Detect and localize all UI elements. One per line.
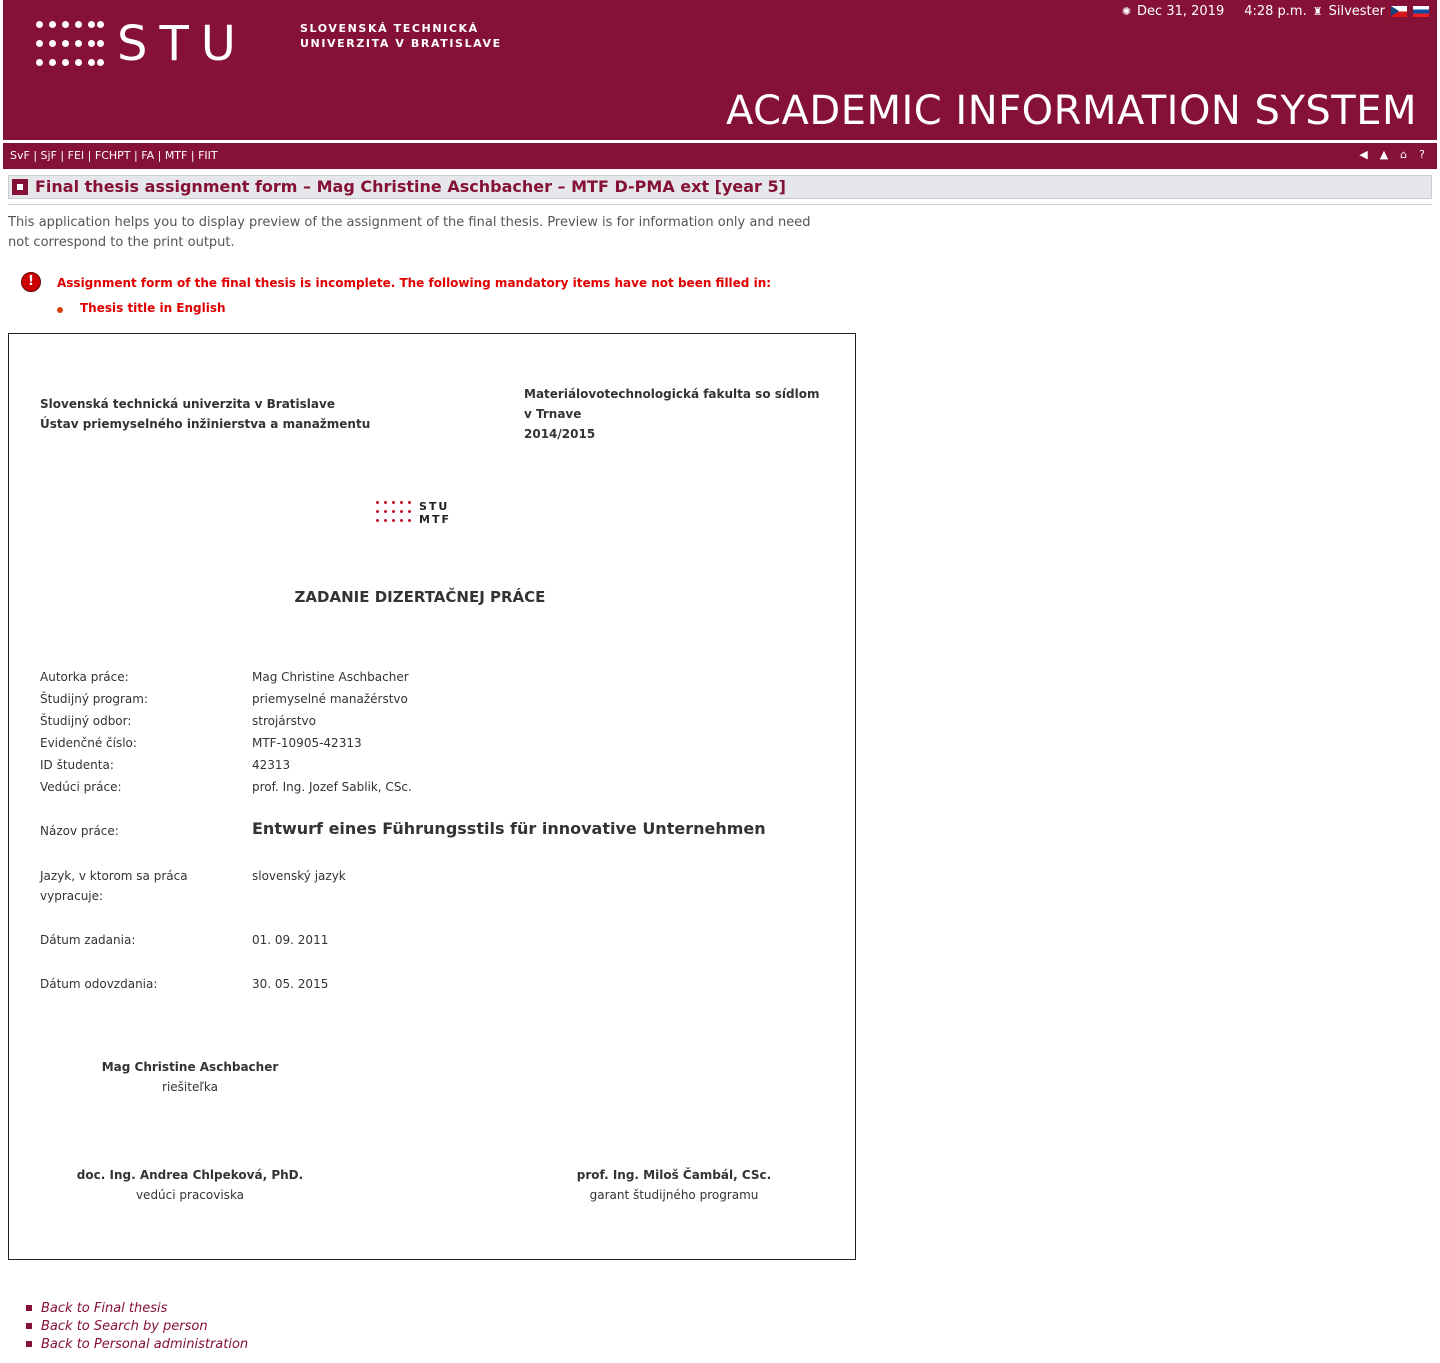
field-value: strojárstvo [252, 714, 316, 728]
left-org-line1: Slovenská technická univerzita v Bratislave [40, 397, 335, 411]
separator: | [87, 149, 92, 162]
bullet-square-icon [26, 1323, 32, 1329]
separator: | [134, 149, 138, 162]
field-label: Študijný program: [40, 692, 148, 706]
bullet-square-icon [26, 1305, 32, 1311]
nav-icons [1359, 148, 1425, 161]
back-to-search-link[interactable]: Back to Search by person [41, 1319, 208, 1334]
site-header [3, 0, 1437, 140]
page-title-bar [8, 175, 1432, 199]
top-status-row [1122, 4, 1429, 19]
help-icon[interactable]: ? [1419, 148, 1425, 161]
current-date: Dec 31, 2019 [1137, 4, 1225, 19]
field-value: MTF-10905-42313 [252, 736, 362, 750]
separator: | [33, 149, 38, 162]
current-time: 4:28 p.m. [1244, 4, 1307, 19]
intro-text: This application helps you to display preview of the assignment of the final thesis. Preview is for information only and need not correspond to the print output. [8, 215, 811, 250]
title-square-icon [12, 179, 28, 195]
guarantor-role: garant študijného programu [589, 1188, 759, 1202]
head-signature [40, 1165, 340, 1205]
assignment-preview [8, 333, 856, 1260]
thesis-title-value: Entwurf eines Führungsstils für innovative Unternehmen [252, 819, 766, 838]
student-signature [40, 1057, 340, 1097]
up-arrow-icon[interactable]: ▲ [1379, 148, 1389, 161]
assigned-date-value: 01. 09. 2011 [252, 933, 329, 947]
language-label-line2: vypracuje: [40, 889, 104, 903]
separator: | [157, 149, 162, 162]
warning-icon: ! [21, 272, 41, 292]
faculty-link-mtf[interactable]: MTF [164, 149, 188, 162]
faculty-link-sjf[interactable]: SjF [40, 149, 57, 162]
head-role: vedúci pracoviska [135, 1188, 245, 1202]
field-value: prof. Ing. Jozef Sablik, CSc. [252, 780, 412, 794]
university-name-line2: UNIVERZITA V BRATISLAVE [300, 37, 502, 50]
faculty-link-fiit[interactable]: FIIT [198, 149, 218, 162]
divider [8, 204, 1432, 205]
right-org-line2: v Trnave [524, 407, 582, 421]
university-name [300, 21, 502, 51]
field-label: ID študenta: [40, 758, 114, 772]
warning-message: Assignment form of the final thesis is incomplete. The following mandatory items have not been filled in: [57, 276, 772, 290]
back-to-final-thesis-link[interactable]: Back to Final thesis [41, 1301, 168, 1316]
academic-year: 2014/2015 [524, 427, 596, 441]
faculty-links [10, 149, 218, 162]
guarantor-name: prof. Ing. Miloš Čambál, CSc. [576, 1168, 772, 1182]
field-label: Autorka práce: [40, 670, 129, 684]
left-organization [40, 394, 370, 434]
language-label [40, 866, 188, 906]
faculty-link-fei[interactable]: FEI [67, 149, 85, 162]
separator: | [190, 149, 195, 162]
field-value: priemyselné manažérstvo [252, 692, 408, 706]
field-label: Študijný odbor: [40, 714, 132, 728]
field-value: 42313 [252, 758, 291, 772]
student-role: riešiteľka [162, 1080, 218, 1094]
document-heading: ZADANIE DIZERTAČNEJ PRÁCE [294, 588, 546, 606]
right-org-line1: Materiálovotechnologická fakulta so sídlom [524, 387, 820, 401]
system-title: ACADEMIC INFORMATION SYSTEM [725, 88, 1417, 134]
logo-line2: MTF [419, 513, 451, 526]
stu-mtf-logo-text [419, 500, 451, 526]
warning-item: Thesis title in English [80, 301, 226, 315]
faculty-link-fchpt[interactable]: FCHPT [94, 149, 131, 162]
user-name[interactable]: Silvester [1328, 4, 1385, 19]
language-label-line1: Jazyk, v ktorom sa práca [40, 869, 188, 883]
home-icon[interactable]: ⌂ [1400, 148, 1408, 161]
logo-line1: STU [419, 500, 450, 513]
czech-flag-icon[interactable] [1391, 6, 1407, 17]
submission-date-value: 30. 05. 2015 [252, 977, 329, 991]
right-organization [524, 384, 819, 444]
back-arrow-icon[interactable]: ◀ [1359, 148, 1368, 161]
guarantor-signature [524, 1165, 824, 1205]
field-label: Evidenčné číslo: [40, 736, 137, 750]
university-name-line1: SLOVENSKÁ TECHNICKÁ [300, 22, 479, 35]
assigned-date-label: Dátum zadania: [40, 933, 136, 947]
slovak-flag-icon[interactable] [1413, 6, 1429, 17]
faculty-link-svf[interactable]: SvF [10, 149, 30, 162]
head-name: doc. Ing. Andrea Chlpeková, PhD. [76, 1168, 304, 1182]
bullet-square-icon [26, 1341, 32, 1347]
language-value: slovenský jazyk [252, 869, 346, 883]
faculty-navbar [3, 143, 1437, 169]
field-label: Vedúci práce: [40, 780, 122, 794]
stu-logo-text: STU [117, 16, 248, 72]
thesis-title-label: Názov práce: [40, 824, 119, 838]
separator: | [60, 149, 65, 162]
left-org-line2: Ústav priemyselného inžinierstva a manažmentu [40, 417, 371, 431]
user-icon: ♜ [1312, 5, 1323, 18]
bullet-icon [57, 307, 63, 313]
submission-date-label: Dátum odovzdania: [40, 977, 158, 991]
clock-icon: ✺ [1121, 5, 1132, 18]
faculty-link-fa[interactable]: FA [141, 149, 155, 162]
back-to-personal-admin-link[interactable]: Back to Personal administration [41, 1337, 249, 1352]
student-name: Mag Christine Aschbacher [101, 1060, 279, 1074]
field-value: Mag Christine Aschbacher [252, 670, 409, 684]
page-title: Final thesis assignment form – Mag Christine Aschbacher – MTF D-PMA ext [year 5] [35, 177, 786, 196]
